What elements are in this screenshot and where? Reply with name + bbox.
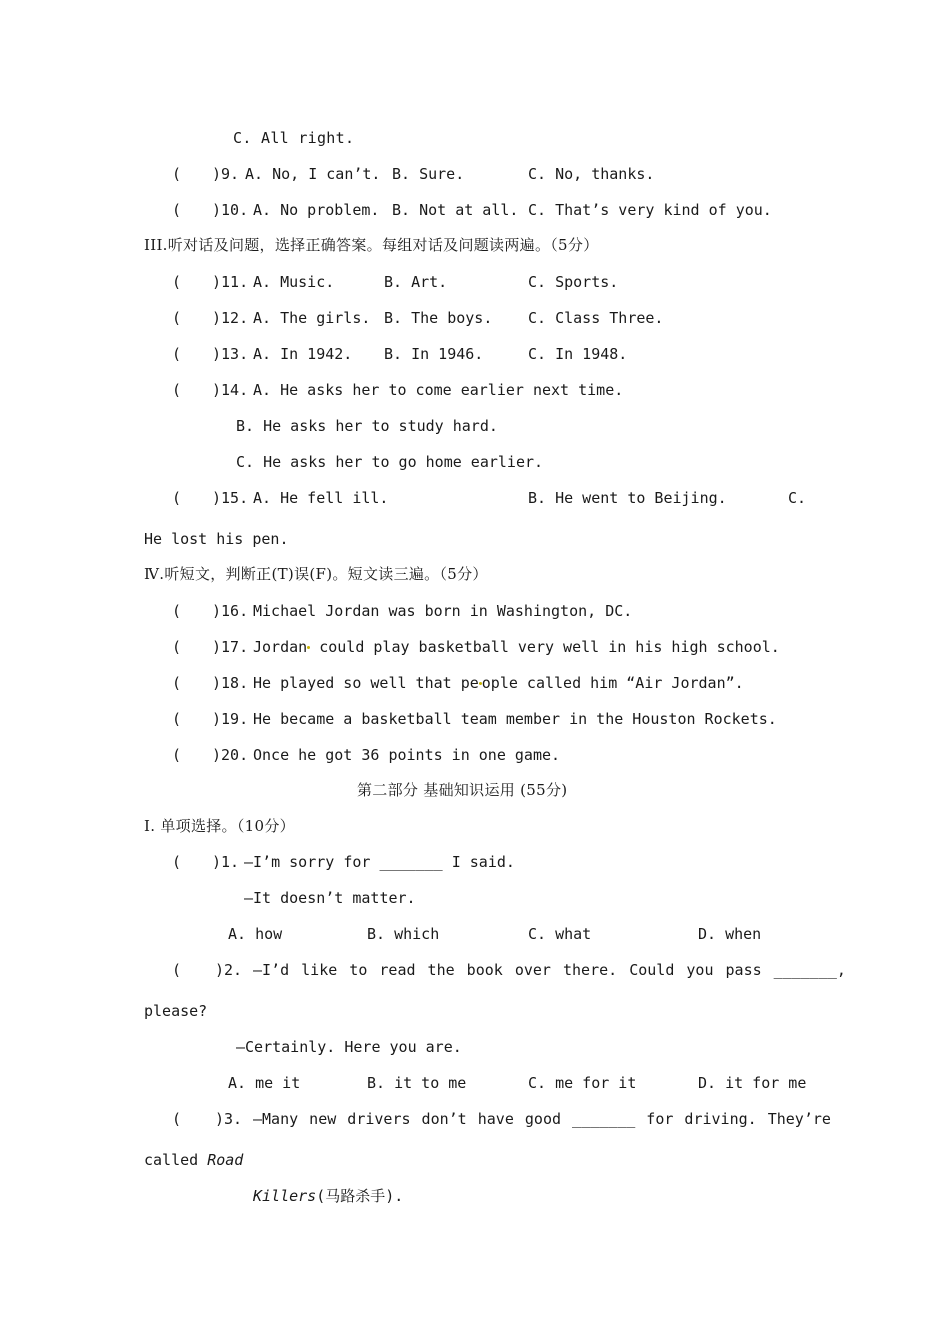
option-a: A. In 1942. (253, 345, 353, 363)
option-c: C. That’s very kind of you. (528, 201, 772, 219)
option-c: He lost his pen. (144, 530, 289, 548)
option-c: C. me for it (528, 1074, 637, 1092)
statement: He became a basketball team member in the Houston Rockets. (253, 710, 777, 728)
question-number: )12. (212, 309, 249, 327)
answer-paren[interactable]: ( (172, 746, 182, 764)
answer-paren[interactable]: ( (172, 201, 182, 219)
section-4-heading: Ⅳ.听短文，判断正(T)误(F)。短文读三遍。（5分） (144, 565, 488, 583)
section-i-heading: Ⅰ. 单项选择。（10分） (144, 817, 295, 835)
option-b: B. Not at all. (392, 201, 519, 219)
answer-paren[interactable]: ( (172, 165, 182, 183)
answer-paren[interactable]: ( (172, 710, 182, 728)
answer-paren[interactable]: ( (172, 273, 182, 291)
option-c: C. Sports. (528, 273, 619, 291)
option-c: C. what (528, 925, 592, 943)
question-number: )11. (212, 273, 249, 291)
option-c-label: C. (788, 489, 807, 507)
option-b: B. Sure. (392, 165, 465, 183)
option-a: A. No problem. (253, 201, 380, 219)
statement-part-b: could play basketball very well in his high school. (310, 638, 780, 656)
question-number: )14. (212, 381, 249, 399)
question-number: )16. (212, 602, 249, 620)
question-number: )19. (212, 710, 249, 728)
option-8c: C. All right. (233, 129, 355, 147)
option-a: A. No, I can’t. (245, 165, 381, 183)
stem-text: (马路杀手). (316, 1187, 404, 1205)
option-a: A. He fell ill. (253, 489, 389, 507)
answer-paren[interactable]: ( (172, 961, 182, 979)
answer-paren[interactable]: ( (172, 1110, 182, 1128)
stem-line-2 (253, 1186, 403, 1206)
option-b: B. He went to Beijing. (528, 489, 727, 507)
answer-paren[interactable]: ( (172, 602, 182, 620)
option-b: B. The boys. (384, 309, 493, 327)
question-number: )9. (212, 165, 240, 183)
option-b: B. In 1946. (384, 345, 484, 363)
part-2-heading: 第二部分 基础知识运用 (55分) (357, 781, 568, 799)
question-number: )2. (215, 961, 243, 979)
option-b: B. He asks her to study hard. (236, 417, 498, 435)
answer-paren[interactable]: ( (172, 381, 182, 399)
stem-line-1b (144, 1150, 243, 1170)
statement-part-a: He played so well that pe (253, 674, 479, 692)
statement-part-a: Jordan (253, 638, 308, 656)
section-3-heading: III.听对话及问题，选择正确答案。每组对话及问题读两遍。（5分） (144, 236, 599, 254)
option-b: B. Art. (384, 273, 448, 291)
option-b: B. it to me (367, 1074, 467, 1092)
stem-line-1: —I’m sorry for _______ I said. (244, 853, 515, 871)
option-a: A. me it (228, 1074, 301, 1092)
option-d: D. when (698, 925, 762, 943)
stem-italic: Killers (253, 1187, 317, 1205)
option-b: B. which (367, 925, 440, 943)
answer-paren[interactable]: ( (172, 309, 182, 327)
stem-line-2: —It doesn’t matter. (244, 889, 416, 907)
option-a: A. how (228, 925, 283, 943)
answer-paren[interactable]: ( (172, 489, 182, 507)
statement (253, 673, 744, 693)
stem-line-1: —I’d like to read the book over there. Could you pass _______, (253, 961, 846, 979)
question-number: )20. (212, 746, 249, 764)
question-number: )3. (215, 1110, 243, 1128)
stem-line-1: —Many new drivers don’t have good _______ for driving. They’re (253, 1110, 831, 1128)
stem-italic: Road (207, 1151, 244, 1169)
statement-part-b: ople called him “Air Jordan”. (481, 674, 744, 692)
option-c: C. In 1948. (528, 345, 628, 363)
question-number: )17. (212, 638, 249, 656)
option-c: C. He asks her to go home earlier. (236, 453, 544, 471)
question-number: )15. (212, 489, 249, 507)
answer-paren[interactable]: ( (172, 345, 182, 363)
answer-paren[interactable]: ( (172, 853, 182, 871)
option-c: C. No, thanks. (528, 165, 655, 183)
option-d: D. it for me (698, 1074, 807, 1092)
question-number: )10. (212, 201, 249, 219)
statement: Michael Jordan was born in Washington, DC. (253, 602, 633, 620)
option-a: A. He asks her to come earlier next time. (253, 381, 624, 399)
option-a: A. Music. (253, 273, 335, 291)
stem-line-1b: please? (144, 1002, 208, 1020)
answer-paren[interactable]: ( (172, 638, 182, 656)
statement: Once he got 36 points in one game. (253, 746, 561, 764)
question-number: )18. (212, 674, 249, 692)
question-number: )13. (212, 345, 249, 363)
stem-line-2: —Certainly. Here you are. (236, 1038, 462, 1056)
answer-paren[interactable]: ( (172, 674, 182, 692)
option-a: A. The girls. (253, 309, 371, 327)
question-number: )1. (212, 853, 240, 871)
stem-text: called (144, 1151, 208, 1169)
statement (253, 637, 780, 657)
option-c: C. Class Three. (528, 309, 664, 327)
